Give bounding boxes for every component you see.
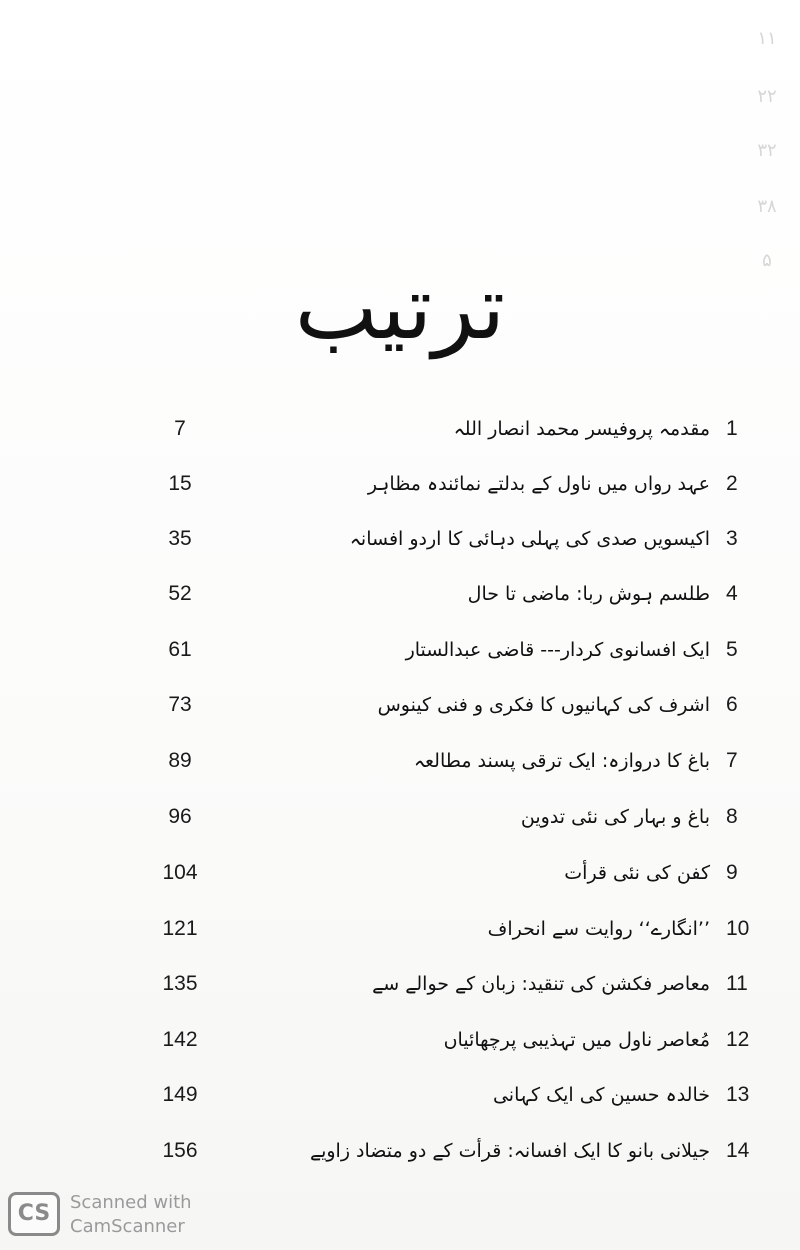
toc-entry	[0, 574, 800, 614]
entry-page-number: 96	[168, 805, 192, 828]
entry-page-number: 73	[168, 693, 192, 716]
toc-entry	[0, 964, 800, 1004]
entry-title: طلسم ہوش ربا: ماضی تا حال	[467, 583, 710, 605]
entry-number: 2	[726, 472, 738, 495]
entry-page-number: 7	[174, 417, 186, 440]
toc-entry	[0, 409, 800, 449]
entry-page-number: 156	[162, 1139, 198, 1162]
entry-title: باغ کا دروازہ: ایک ترقی پسند مطالعہ	[413, 750, 710, 772]
entry-number: 13	[726, 1083, 750, 1106]
bleed-through-mark: ۱۱	[757, 28, 777, 49]
bleed-through-mark: ۵	[762, 250, 772, 271]
entry-page-number: 61	[168, 638, 192, 661]
toc-entry	[0, 741, 800, 781]
watermark-text-line1: Scanned with	[70, 1192, 192, 1213]
entry-title: اشرف کی کہانیوں کا فکری و فنی کینوس	[377, 694, 710, 716]
entry-number: 1	[726, 417, 738, 440]
entry-number: 7	[726, 749, 738, 772]
entry-number: 5	[726, 638, 738, 661]
bleed-through-mark: ۳۸	[757, 196, 777, 217]
toc-entry	[0, 464, 800, 504]
toc-entry	[0, 797, 800, 837]
entry-number: 8	[726, 805, 738, 828]
entry-title: باغ و بہار کی نئی تدوین	[520, 806, 710, 828]
scanner-watermark	[8, 1188, 218, 1244]
entry-title: اکیسویں صدی کی پہلی دہائی کا اردو افسانہ	[349, 528, 710, 550]
entry-title: مقدمہ پروفیسر محمد انصار اللہ	[453, 418, 710, 440]
entry-title: معاصر فکشن کی تنقید: زبان کے حوالے سے	[372, 973, 710, 995]
entry-page-number: 149	[162, 1083, 198, 1106]
entry-title: جیلانی بانو کا ایک افسانہ: قرأت کے دو متضاد زاویے	[309, 1140, 710, 1162]
entry-page-number: 104	[162, 861, 198, 884]
entry-title: ایک افسانوی کردار--- قاضی عبدالستار	[405, 639, 710, 661]
camscanner-logo: CS	[8, 1192, 60, 1236]
watermark-text-line2: CamScanner	[70, 1216, 185, 1237]
entry-number: 6	[726, 693, 738, 716]
bleed-through-mark: ۳۲	[757, 140, 777, 161]
toc-entry	[0, 1131, 800, 1171]
entry-title: مُعاصر ناول میں تہذیبی پرچھائیاں	[443, 1029, 710, 1051]
toc-entry	[0, 519, 800, 559]
entry-title: خالدہ حسین کی ایک کہانی	[492, 1084, 710, 1106]
page-title: ترتیب	[294, 256, 506, 359]
entry-number: 3	[726, 527, 738, 550]
toc-entry	[0, 630, 800, 670]
entry-page-number: 15	[168, 472, 192, 495]
entry-title: عہد رواں میں ناول کے بدلتے نمائندہ مظاہر	[367, 473, 710, 495]
entry-title: ’’انگارے‘‘ روایت سے انحراف	[487, 918, 710, 940]
toc-entry	[0, 685, 800, 725]
bleed-through-mark: ۲۲	[757, 86, 777, 107]
toc-entry	[0, 1020, 800, 1060]
entry-title: کفن کی نئی قرأت	[564, 862, 710, 884]
entry-page-number: 135	[162, 972, 198, 995]
entry-number: 10	[726, 917, 750, 940]
entry-number: 12	[726, 1028, 750, 1051]
entry-page-number: 121	[162, 917, 198, 940]
toc-entry	[0, 853, 800, 893]
entry-page-number: 52	[168, 582, 192, 605]
entry-page-number: 35	[168, 527, 192, 550]
toc-entry	[0, 909, 800, 949]
entry-number: 9	[726, 861, 738, 884]
entry-page-number: 142	[162, 1028, 198, 1051]
toc-entry	[0, 1075, 800, 1115]
entry-number: 11	[726, 972, 748, 995]
entry-page-number: 89	[168, 749, 192, 772]
entry-number: 14	[726, 1139, 750, 1162]
entry-number: 4	[726, 582, 738, 605]
